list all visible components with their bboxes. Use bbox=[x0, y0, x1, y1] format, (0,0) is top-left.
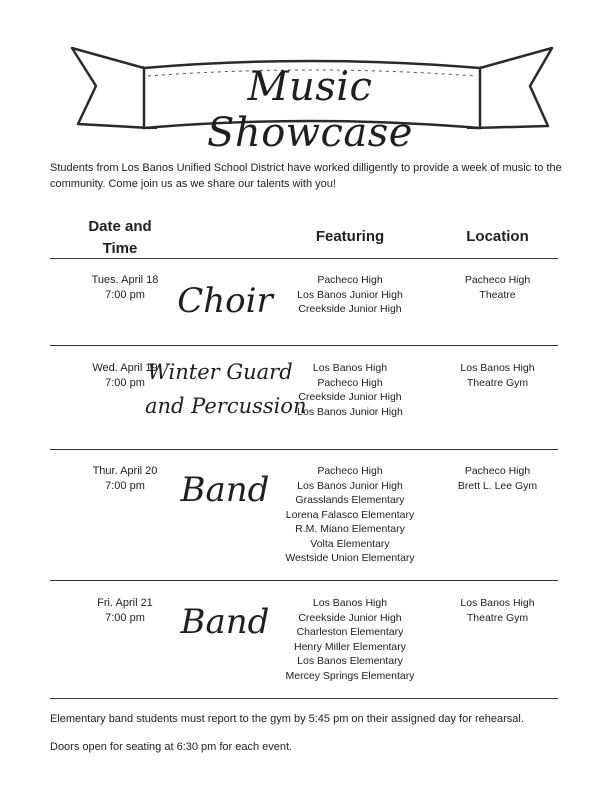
featured-school: Los Banos Junior High bbox=[297, 405, 403, 418]
featured-school: Los Banos Elementary bbox=[297, 655, 403, 667]
event-featuring-list bbox=[265, 464, 435, 566]
featured-school: Westside Union Elementary bbox=[285, 552, 415, 564]
header-date-line2: Time bbox=[102, 240, 138, 257]
location-line: Pacheco High bbox=[464, 274, 531, 286]
featured-school: Creekside Junior High bbox=[298, 391, 402, 403]
event-time: 7:00 pm bbox=[105, 480, 145, 492]
event-location bbox=[430, 273, 565, 302]
event-featuring-list bbox=[265, 596, 435, 683]
event-location bbox=[430, 596, 565, 625]
intro-paragraph: Students from Los Banos Unified School District have worked dilligently to provide a week of music to the community. Come join us as we share our talents with you! bbox=[50, 162, 562, 190]
event-day: Thur. April 20 bbox=[92, 465, 158, 477]
featured-school: Creekside Junior High bbox=[298, 303, 402, 315]
event-featuring-list bbox=[265, 273, 435, 317]
header-location: Location bbox=[466, 228, 529, 245]
featured-school: Pacheco High bbox=[317, 274, 383, 286]
divider bbox=[50, 580, 558, 581]
event-group-line: Band bbox=[180, 470, 270, 510]
divider bbox=[50, 449, 558, 450]
featured-school: R.M. Miano Elementary bbox=[295, 523, 405, 535]
location-line: Los Banos High bbox=[460, 362, 535, 374]
featured-school: Mercey Springs Elementary bbox=[285, 669, 415, 682]
divider bbox=[50, 698, 558, 699]
event-featuring-list bbox=[265, 361, 435, 419]
featured-school: Pacheco High bbox=[317, 465, 383, 477]
doors-note: Doors open for seating at 6:30 pm for each event. bbox=[50, 741, 293, 753]
rehearsal-note: Elementary band students must report to the gym by 5:45 pm on their assigned day for rehearsal. bbox=[50, 713, 524, 725]
page-title: Music Showcase bbox=[207, 64, 413, 156]
featured-school: Los Banos Junior High bbox=[297, 288, 403, 301]
divider bbox=[50, 258, 558, 259]
header-date-time bbox=[60, 216, 180, 260]
location-line: Los Banos High bbox=[460, 597, 535, 609]
featured-school: Los Banos Junior High bbox=[297, 479, 403, 492]
featured-school: Charleston Elementary bbox=[296, 626, 404, 638]
featured-school: Grasslands Elementary bbox=[295, 494, 405, 506]
location-line: Theatre Gym bbox=[466, 611, 529, 624]
event-day: Wed. April 19 bbox=[92, 362, 158, 374]
event-time: 7:00 pm bbox=[105, 289, 145, 301]
featured-school: Lorena Falasco Elementary bbox=[285, 508, 415, 521]
event-group-line: Winter Guard bbox=[147, 360, 293, 384]
header-featuring: Featuring bbox=[315, 228, 385, 245]
featured-school: Los Banos High bbox=[312, 597, 388, 609]
event-day: Fri. April 21 bbox=[97, 597, 153, 609]
featured-school: Henry Miller Elementary bbox=[293, 640, 407, 653]
event-time: 7:00 pm bbox=[105, 612, 145, 624]
location-line: Theatre bbox=[479, 288, 516, 301]
event-group-line: Choir bbox=[177, 281, 273, 321]
featured-school: Creekside Junior High bbox=[298, 611, 402, 624]
event-group-line: and Percussion bbox=[145, 394, 307, 418]
event-group-line: Band bbox=[180, 602, 270, 642]
event-location bbox=[430, 464, 565, 493]
event-location bbox=[430, 361, 565, 390]
location-line: Brett L. Lee Gym bbox=[457, 479, 538, 492]
featured-school: Pacheco High bbox=[317, 376, 383, 389]
header-date-line1: Date and bbox=[88, 218, 152, 235]
location-line: Theatre Gym bbox=[466, 376, 529, 389]
location-line: Pacheco High bbox=[464, 465, 531, 477]
featured-school: Los Banos High bbox=[312, 362, 388, 374]
featured-school: Volta Elementary bbox=[310, 537, 390, 550]
event-time: 7:00 pm bbox=[105, 377, 145, 389]
divider bbox=[50, 345, 558, 346]
event-day: Tues. April 18 bbox=[91, 274, 159, 286]
